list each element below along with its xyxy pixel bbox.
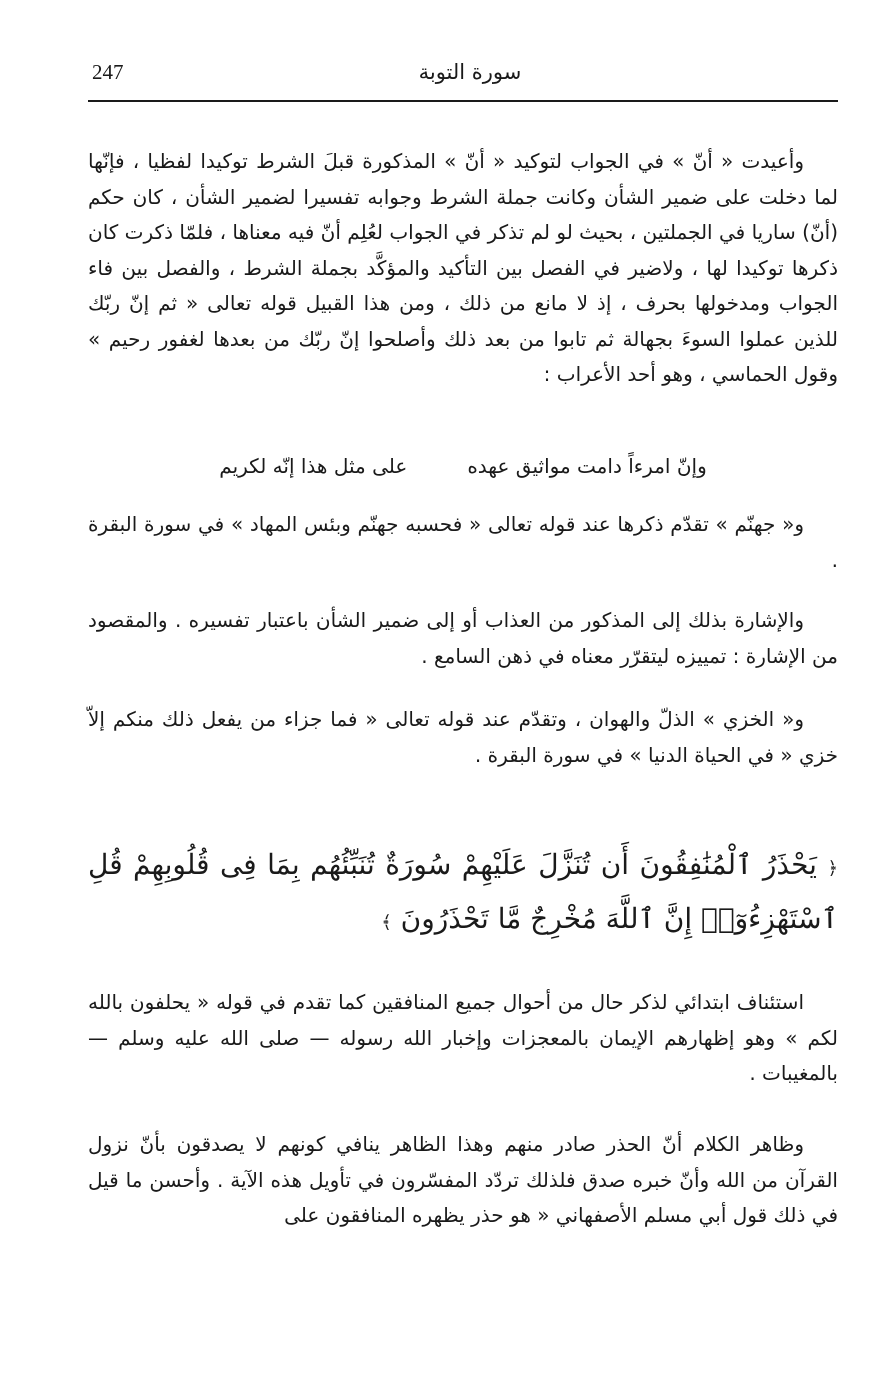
verse-second-hemistich: على مثل هذا إنّه لكريم	[219, 454, 408, 478]
ornament-close-icon: ﴾	[381, 912, 392, 933]
ornament-open-icon: ﴿	[827, 858, 838, 879]
header-rule	[88, 100, 838, 102]
paragraph-text: وظاهر الكلام أنّ الحذر صادر منهم وهذا الظاهر ينافي كونهم لا يصدقون بأنّ نزول القرآن من الله وأنّ خبره صدق فلذلك تردّد المفسّرون في تأويل هذه الآية . وأحسن ما قيل في ذلك قول أبي مسلم الأصفهاني « هو حذر يظهره المنافقون على	[88, 1132, 838, 1227]
paragraph-text: و« جهنّم » تقدّم ذكرها عند قوله تعالى « فحسبه جهنّم وبئس المهاد » في سورة البقرة .	[88, 512, 838, 572]
page-number: 247	[92, 60, 124, 84]
paragraph-4	[88, 702, 838, 773]
paragraph-1	[88, 144, 838, 393]
paragraph-5	[88, 985, 838, 1092]
paragraph-3	[88, 603, 838, 674]
poetry-verse	[88, 448, 838, 484]
paragraph-text: استئناف ابتدائي لذكر حال من أحوال جميع المنافقين كما تقدم في قوله « يحلفون بالله لكم » وهو إظهارهم الإيمان بالمعجزات وإخبار الله رسوله — صلى الله عليه وسلم — بالمغيبات .	[88, 990, 838, 1085]
paragraph-text: و« الخزي » الذلّ والهوان ، وتقدّم عند قوله تعالى « فما جزاء من يفعل ذلك منكم إلاّ خزي « في الحياة الدنيا » في سورة البقرة .	[88, 707, 838, 767]
verse-first-hemistich: وإنّ امرءاً دامت مواثيق عهده	[467, 454, 707, 478]
paragraph-6	[88, 1127, 838, 1234]
paragraph-2	[88, 507, 838, 578]
quran-verse-text: يَحْذَرُ ٱلْمُنَٰفِقُونَ أَن تُنَزَّلَ عَلَيْهِمْ سُورَةٌ تُنَبِّئُهُم بِمَا فِى قُلُوبِهِمْ قُلِ ٱسْتَهْزِءُوٓا۟ إِنَّ ٱللَّهَ مُخْرِجٌ مَّا تَحْذَرُونَ	[88, 848, 838, 935]
running-title: سورة التوبة	[418, 60, 522, 84]
quran-verse-block	[88, 840, 838, 948]
paragraph-text: وأعيدت « أنّ » في الجواب لتوكيد « أنّ » المذكورة قبلَ الشرط توكيدا لفظيا ، فإنّها لما دخلت على ضمير الشأن وكانت جملة الشرط وجوابه تفسيرا لضمير الشأن ، كان حكم (أنّ) ساريا في الجملتين ، بحيث لو لم تذكر في الجواب لعُلِم أنّ فيه معناها ، فلمّا ذكرت كان ذكرها توكيدا لها ، ولاضير في الفصل بين التأكيد والمؤكَّد بجملة الشرط ، والفصل بين فاء الجواب ومدخولها بحرف ، إذ لا مانع من ذلك ، ومن هذا القبيل قوله تعالى « ثم إنّ ربّك للذين عملوا السوءَ بجهالة ثم تابوا من بعد ذلك وأصلحوا إنّ ربّك من بعدها لغفور رحيم » وقول الحماسي ، وهو أحد الأعراب :	[88, 149, 838, 386]
paragraph-text: والإشارة بذلك إلى المذكور من العذاب أو إلى ضمير الشأن باعتبار تفسيره . والمقصود من الإشارة : تمييزه ليتقرّر معناه في ذهن السامع .	[88, 608, 838, 668]
